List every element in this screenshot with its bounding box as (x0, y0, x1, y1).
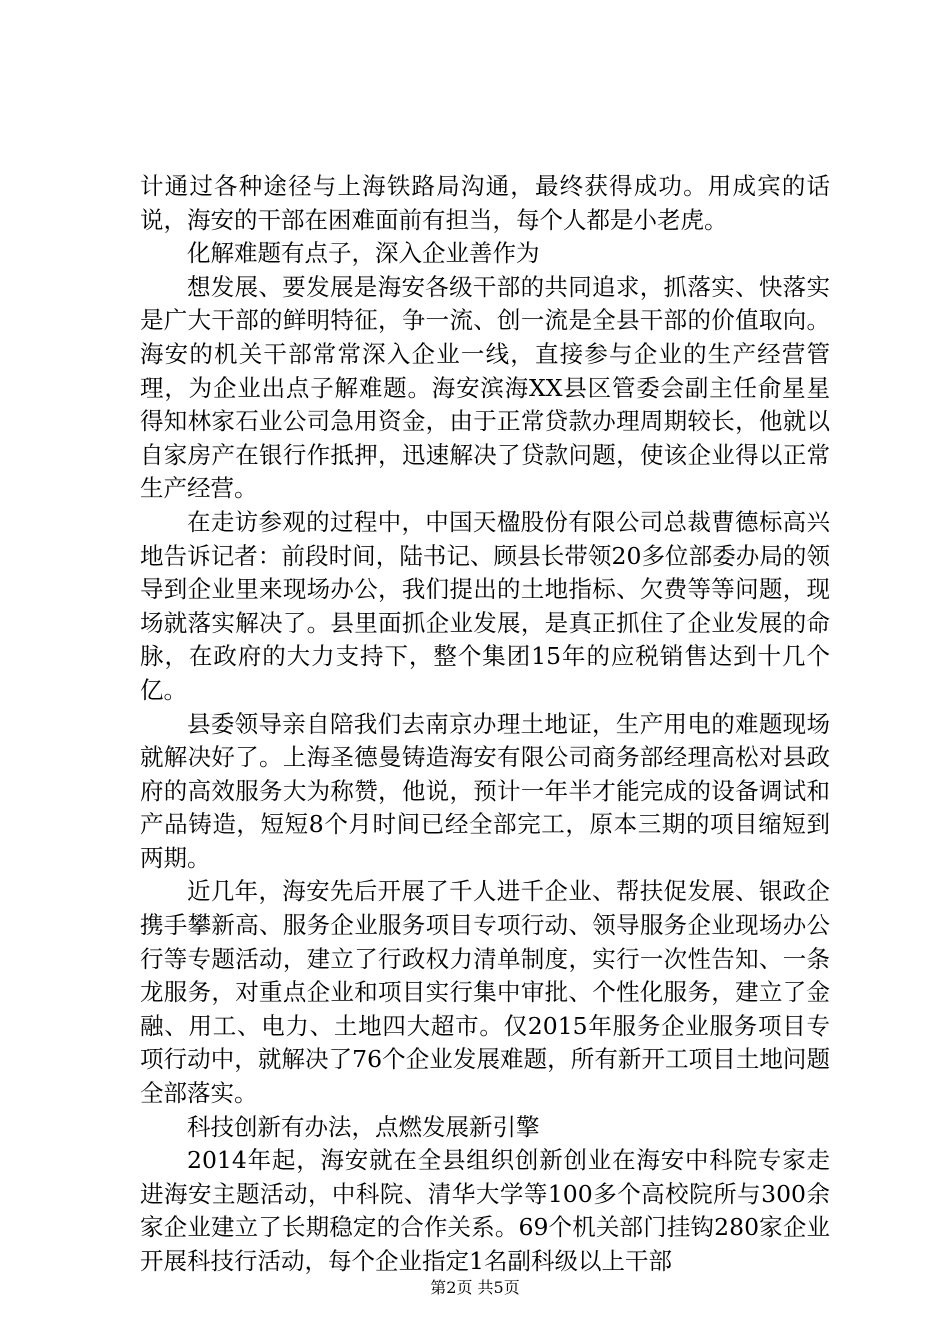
section-heading: 化解难题有点子，深入企业善作为 (187, 239, 540, 268)
paragraph: 县委领导亲自陪我们去南京办理土地证，生产用电的难题现场就解决好了。上海圣德曼铸造海安有限公司商务部经理高松对县政府的高效服务大为称赞，他说，预计一年半才能完成的设备调试和产品铸造，短短8个月时间已经全部完工，原本三期的项目缩短到两期。 (140, 709, 830, 872)
paragraph: 近几年，海安先后开展了千人进千企业、帮扶促发展、银政企携手攀新高、服务企业服务项目专项行动、领导服务企业现场办公行等专题活动，建立了行政权力清单制度，实行一次性告知、一条龙服务，对重点企业和项目实行集中审批、个性化服务，建立了金融、用工、电力、土地四大超市。仅2015年服务企业服务项目专项行动中，就解决了76个企业发展难题，所有新开工项目土地问题全部落实。 (140, 877, 830, 1108)
document-body (140, 170, 830, 1279)
paragraph: 在走访参观的过程中，中国天楹股份有限公司总裁曹德标高兴地告诉记者：前段时间，陆书记、顾县长带领20多位部委办局的领导到企业里来现场办公，我们提出的土地指标、欠费等等问题，现场就落实解决了。县里面抓企业发展，是真正抓住了企业发展的命脉，在政府的大力支持下，整个集团15年的应税销售达到十几个亿。 (140, 507, 830, 704)
paragraph-continuation: 计通过各种途径与上海铁路局沟通，最终获得成功。用成宾的话说，海安的干部在困难面前有担当，每个人都是小老虎。 (140, 172, 830, 234)
section-heading: 科技创新有办法，点燃发展新引擎 (187, 1112, 540, 1141)
page-footer (0, 1278, 950, 1298)
paragraph: 2014年起，海安就在全县组织创新创业在海安中科院专家走进海安主题活动，中科院、清华大学等100多个高校院所与300余家企业建立了长期稳定的合作关系。69个机关部门挂钩280家企业开展科技行活动，每个企业指定1名副科级以上干部 (140, 1146, 830, 1275)
page-number-label: 第2页 共5页 (430, 1278, 520, 1297)
paragraph: 想发展、要发展是海安各级干部的共同追求，抓落实、快落实是广大干部的鲜明特征，争一流、创一流是全县干部的价值取向。海安的机关干部常常深入企业一线，直接参与企业的生产经营管理，为企业出点子解难题。海安滨海XX县区管委会副主任俞星星得知林家石业公司急用资金，由于正常贷款办理周期较长，他就以自家房产在银行作抵押，迅速解决了贷款问题，使该企业得以正常生产经营。 (140, 272, 830, 503)
